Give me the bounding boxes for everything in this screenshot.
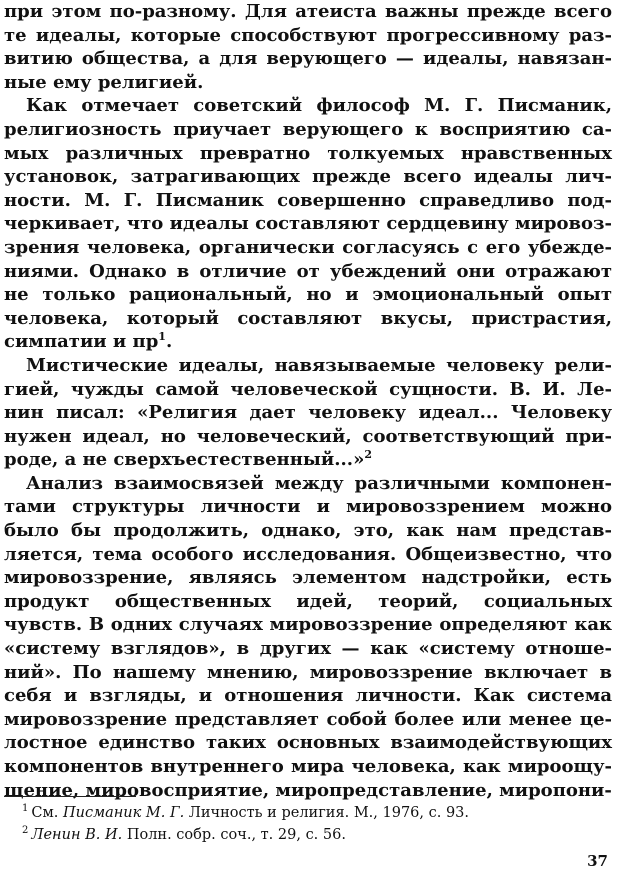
text-line [4,495,612,519]
line-text: нин писал: «Религия дает человеку идеал... Человеку [4,402,612,424]
footnote-prefix: См. [31,805,63,821]
text-line [4,307,612,331]
line-text: было бы продолжить, однако, это, как нам представ- [4,520,612,542]
footnotes [22,802,614,846]
footnote-mark: 2 [22,825,29,837]
footnote-source: Личность и религия. М., 1976, с. 93. [184,805,470,821]
line-text: мировоззрение представляет собой более или менее це- [4,708,612,730]
text-line [4,755,612,779]
line-text: не только рациональный, но и эмоциональный опыт [4,284,612,306]
footnote-author: Писманик М. Г. [62,805,185,821]
text-line [4,24,612,48]
line-text: мировоззрение, являясь элементом надстройки, есть [4,567,612,589]
text-line [4,684,612,708]
line-text: человека, который составляют вкусы, пристрастия, [4,307,612,329]
text-line [4,212,612,236]
text-line [4,401,612,425]
footnote-separator [4,796,136,797]
line-text: ний». По нашему мнению, мировоззрение включает в [4,661,612,683]
text-line [4,448,612,472]
line-text: зрения человека, органически согласуясь с его убежде- [4,236,612,258]
footnote-source: Полн. собр. соч., т. 29, с. 56. [122,827,346,843]
body-text [4,0,612,802]
line-text: себя и взгляды, и отношения личности. Как система [4,685,612,707]
text-line [4,378,612,402]
line-text: чувств. В одних случаях мировоззрение определяют как [4,614,612,636]
line-text: установок, затрагивающих прежде всего идеалы лич- [4,166,612,188]
text-line [4,543,612,567]
line-text: черкивает, что идеалы составляют сердцевину мировоз- [4,213,612,235]
paragraph [4,94,612,354]
text-line [4,142,612,166]
text-line [4,236,612,260]
line-text: гией, чужды самой человеческой сущности. В. И. Ле- [4,378,612,400]
text-line [4,94,612,118]
line-text: нужен идеал, но человеческий, соответствующий при- [4,425,612,447]
text-line [4,165,612,189]
line-text: витию общества, а для верующего — идеалы, навязан- [4,48,612,70]
text-line [4,472,612,496]
text-line [4,189,612,213]
line-text: роде, а не сверхъестественный...» [4,449,365,471]
text-line [4,71,612,95]
paragraph [4,0,612,94]
line-text: симпатии и пр [4,331,159,353]
footnote-2 [22,824,614,846]
line-text: ные ему религией. [4,71,204,93]
footnote-author: Ленин В. И. [31,827,123,843]
footnote-mark: 1 [22,803,29,815]
line-text: ности. М. Г. Писманик совершенно справедливо под- [4,189,612,211]
line-text: компонентов внутреннего мира человека, как мироощу- [4,756,612,777]
line-text: Анализ взаимосвязей между различными компонен- [26,472,612,494]
footnote-reference[interactable]: 1 [158,330,166,344]
text-line [4,354,612,378]
text-line [4,637,612,661]
line-text: религиозность приучает верующего к восприятию са- [4,118,612,140]
text-line [4,283,612,307]
text-line [4,0,612,24]
line-text: продукт общественных идей, теорий, социальных [4,590,612,612]
line-tail: . [165,331,173,353]
line-text: тами структуры личности и мировоззрением можно [4,496,612,518]
text-line [4,519,612,543]
paragraph [4,354,612,472]
line-text: мых различных превратно толкуемых нравственных [4,142,612,164]
text-line [4,566,612,590]
line-text: ляется, тема особого исследования. Общеизвестно, что [4,543,612,565]
line-text: Мистические идеалы, навязываемые человеку рели- [26,354,612,376]
line-text: при этом по-разному. Для атеиста важны прежде всего [4,1,612,22]
line-text: щение, мировосприятие, миропредставление, миропони- [4,779,612,801]
text-line [4,590,612,614]
text-line [4,613,612,637]
page-number: 37 [587,852,608,870]
footnote-reference[interactable]: 2 [364,448,372,462]
text-line [4,731,612,755]
line-text: лостное единство таких основных взаимодействующих [4,732,612,754]
text-line [4,260,612,284]
text-line [4,708,612,732]
text-line [4,330,612,354]
line-text: «систему взглядов», в других — как «систему отноше- [4,638,612,660]
line-text: Как отмечает советский философ М. Г. Писманик, [26,95,612,117]
text-line [4,425,612,449]
text-line [4,47,612,71]
paragraph [4,472,612,802]
text-line [4,661,612,685]
text-line [4,779,612,803]
line-text: те идеалы, которые способствуют прогрессивному раз- [4,24,612,46]
text-line [4,118,612,142]
line-text: ниями. Однако в отличие от убеждений они отражают [4,260,612,282]
footnote-1 [22,802,614,824]
